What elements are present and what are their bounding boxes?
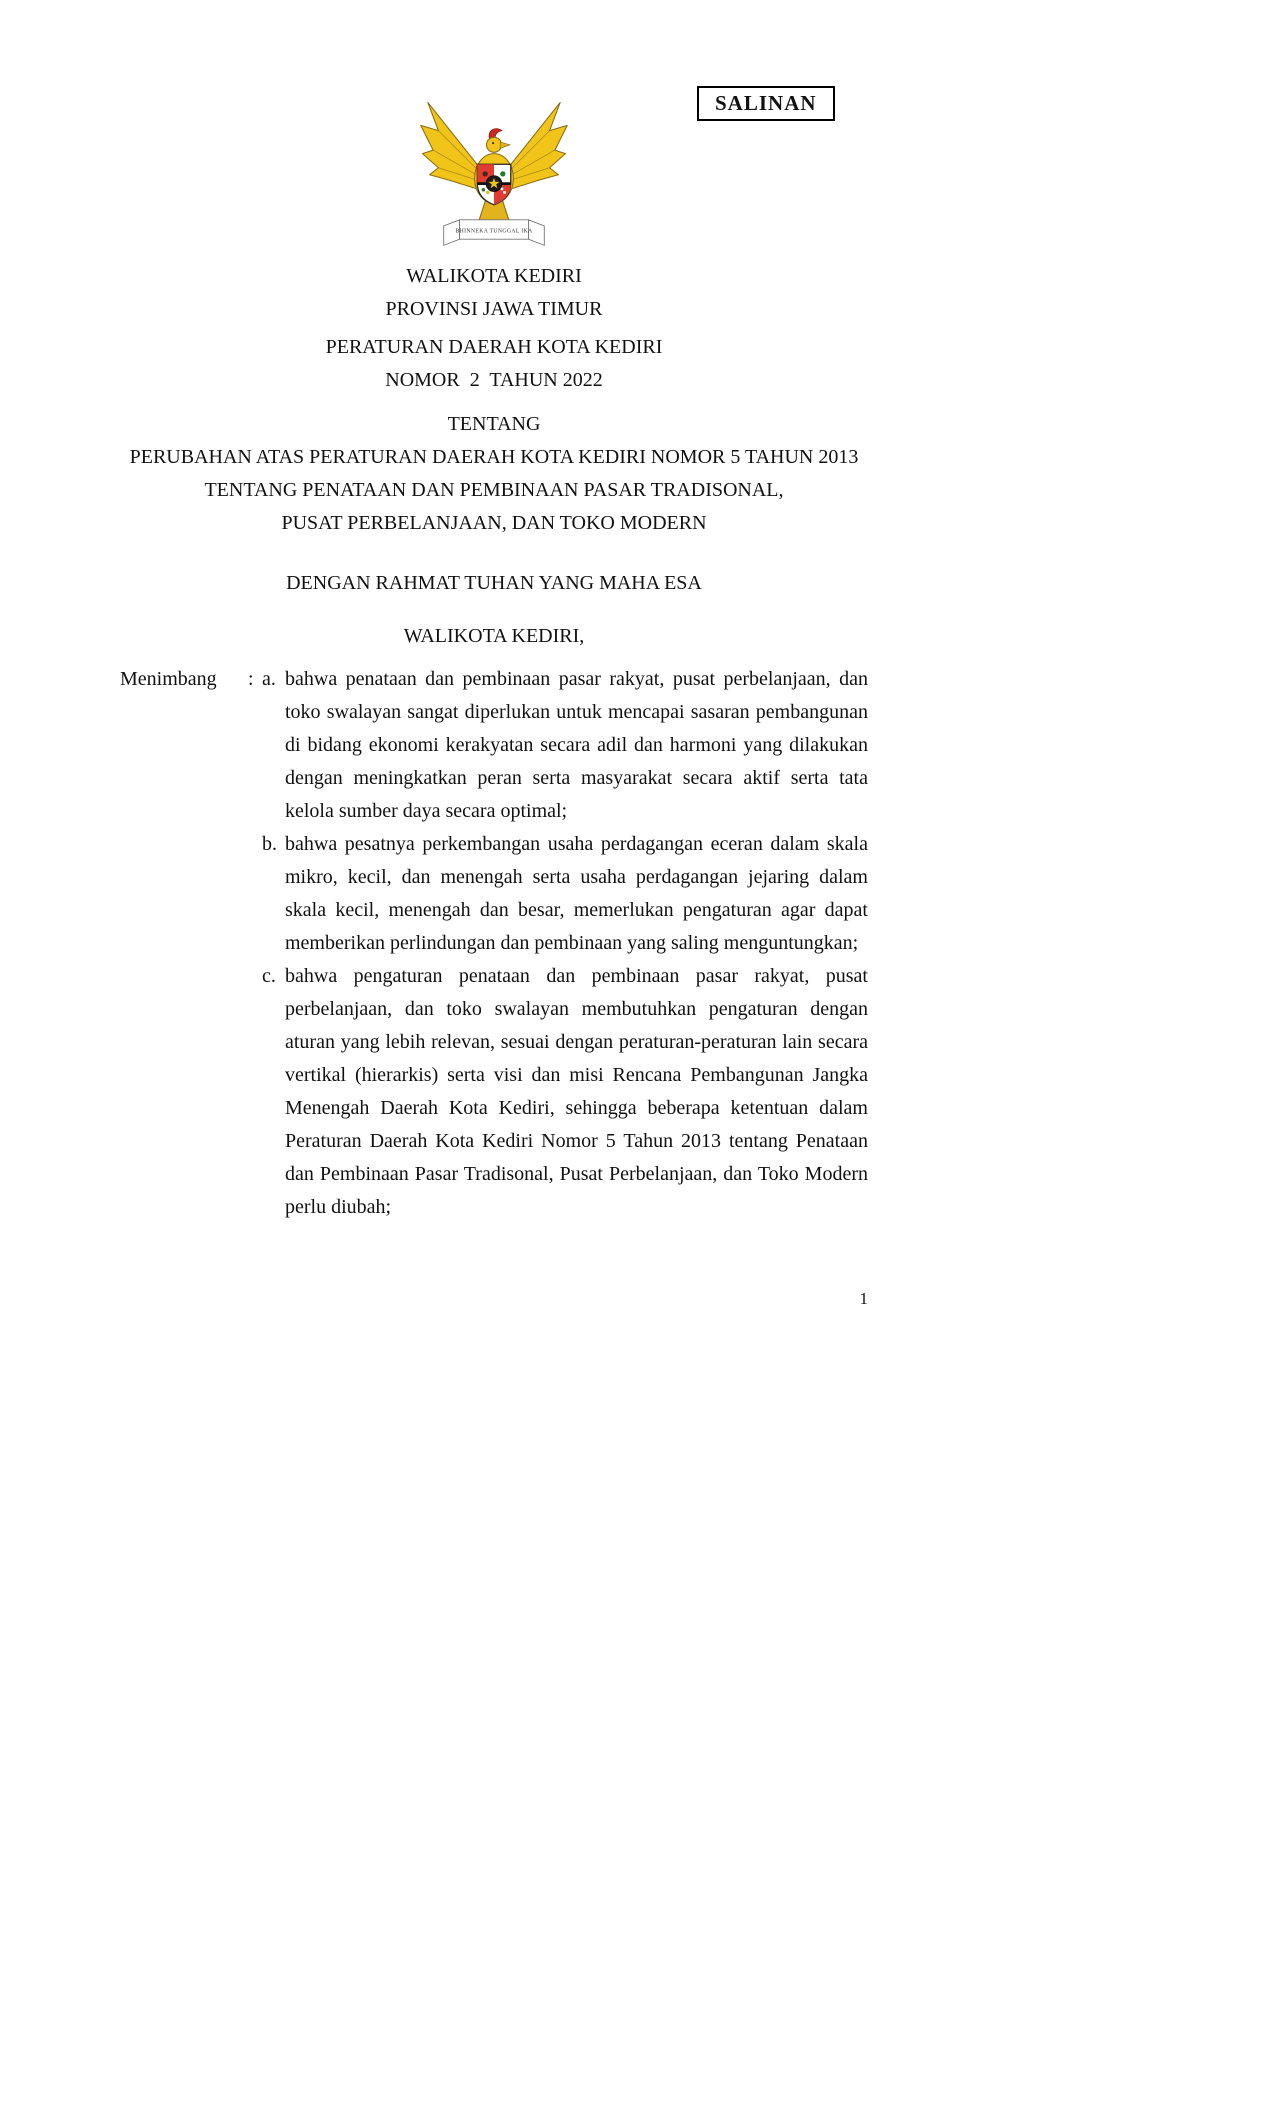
menimbang-item [262,960,868,1224]
garuda-pancasila-emblem [419,90,569,249]
item-letter: a. [262,668,276,690]
item-letter: b. [262,833,277,855]
invocation-line: DENGAN RAHMAT TUHAN YANG MAHA ESA [286,572,702,594]
salinan-stamp [697,86,835,121]
left-wing [421,102,483,190]
bhinneka-ribbon [444,220,545,246]
ribbon-text: BHINNEKA TUNGGAL IKA [455,228,533,235]
menimbang-items [262,663,868,1224]
item-text: bahwa pengaturan penataan dan pembinaan pasar rakyat, pusat perbelanjaan, dan toko swalayan membutuhkan pengaturan dengan aturan yang lebih relevan, sesuai dengan peraturan-peraturan lain secara vertikal (hierarkis) serta visi dan misi Rencana Pembangunan Jangka Menengah Daerah Kota Kediri, sehingga beberapa ketentuan dalam Peraturan Daerah Kota Kediri Nomor 5 Tahun 2013 tentang Penataan dan Pembinaan Pasar Tradisonal, Pusat Perbelanjaan, dan Toko Modern perlu diubah; [285,965,868,1218]
item-text: bahwa pesatnya perkembangan usaha perdagangan eceran dalam skala mikro, kecil, dan menengah serta usaha perdagangan jejaring dalam skala kecil, menengah dan besar, memerlukan pengaturan agar dapat memberikan perlindungan dan pembinaan yang saling menguntungkan; [285,833,868,954]
menimbang-item [262,663,868,828]
page-number: 1 [859,1289,868,1308]
menimbang-label: Menimbang [120,668,217,690]
item-letter: c. [262,965,276,987]
menimbang-colon: : [248,668,254,690]
enacting-authority: WALIKOTA KEDIRI, [403,625,585,647]
regulation-title: PERATURAN DAERAH KOTA KEDIRI [325,336,663,358]
document-content [120,0,868,1309]
subject-line-1: PERUBAHAN ATAS PERATURAN DAERAH KOTA KEDIRI NOMOR 5 TAHUN 2013 [129,446,859,468]
menimbang-item [262,828,868,960]
salinan-label: SALINAN [715,91,817,115]
regulation-number: NOMOR 2 TAHUN 2022 [385,369,603,391]
authority-line-2: PROVINSI JAWA TIMUR [385,298,603,320]
menimbang-section [120,663,868,1224]
item-text: bahwa penataan dan pembinaan pasar rakyat, pusat perbelanjaan, dan toko swalayan sangat diperlukan untuk mencapai sasaran pembangunan di bidang ekonomi kerakyatan secara adil dan harmoni yang dilakukan dengan meningkatkan peran serta masyarakat secara aktif serta tata kelola sumber daya secara optimal; [285,668,868,822]
subject-line-2: TENTANG PENATAAN DAN PEMBINAAN PASAR TRADISONAL, [204,479,784,501]
tentang-label: TENTANG [447,413,541,435]
emblem-container [120,0,868,260]
authority-line-1: WALIKOTA KEDIRI [406,265,582,287]
eagle-head [487,129,510,153]
right-wing [505,102,567,190]
subject-line-3: PUSAT PERBELANJAAN, DAN TOKO MODERN [281,512,707,534]
